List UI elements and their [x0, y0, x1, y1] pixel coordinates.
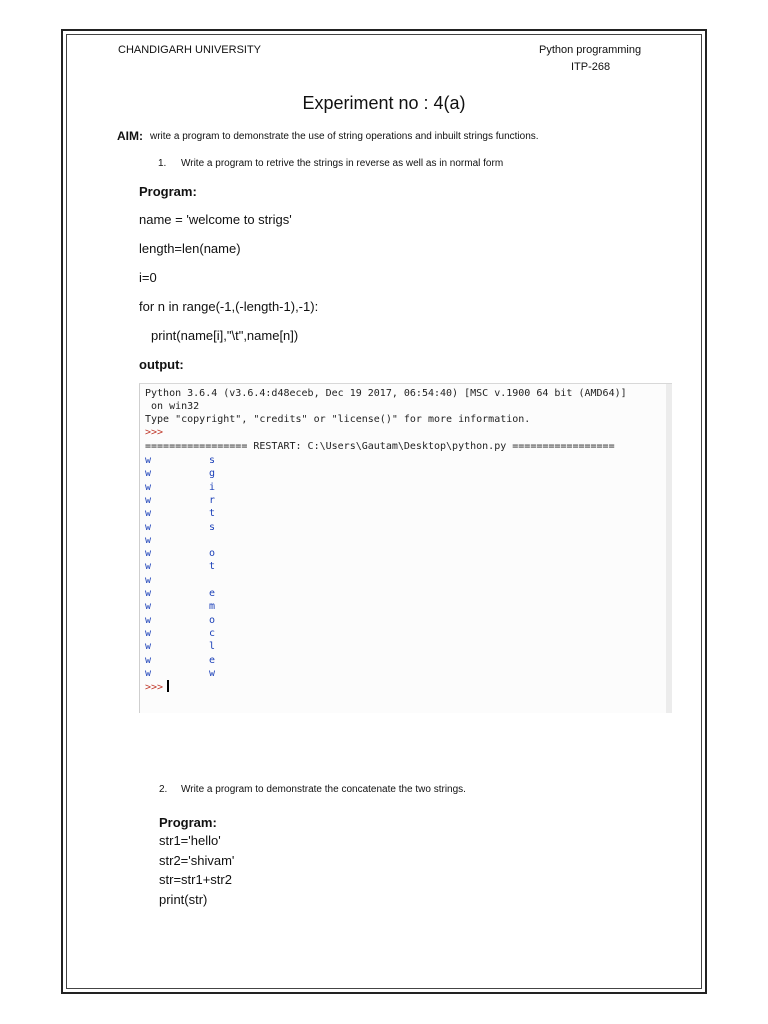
task2-text: Write a program to demonstrate the concatenate the two strings.	[181, 784, 466, 795]
shell-output-row	[145, 534, 151, 547]
output-char-reverse: i	[209, 481, 216, 493]
output-char-reverse: c	[209, 627, 216, 639]
output-char-reverse: s	[209, 455, 216, 466]
shell-banner: Python 3.6.4 (v3.6.4:d48eceb, Dec 19 2017, 06:54:40) [MSC v.1900 64 bit (AMD64)]	[145, 388, 627, 399]
code-line: str2='shivam'	[159, 853, 235, 868]
task1-number: 1.	[158, 158, 167, 169]
code-line: name = 'welcome to strigs'	[139, 212, 292, 227]
output-char-reverse: r	[209, 494, 216, 506]
shell-output-row	[145, 614, 216, 627]
code-line: str1='hello'	[159, 833, 221, 848]
shell-prompt: >>>	[145, 427, 164, 438]
output-char-normal: w	[145, 667, 152, 679]
output-char-normal: w	[145, 455, 152, 466]
shell-banner: Type "copyright", "credits" or "license()" for more information.	[145, 414, 531, 425]
shell-output-row	[145, 560, 216, 573]
output-char-normal: w	[145, 481, 152, 493]
output-char-normal: w	[145, 561, 152, 573]
output-char-reverse: l	[209, 641, 216, 653]
output-char-reverse: w	[209, 667, 216, 679]
output-char-reverse: e	[209, 588, 216, 599]
shell-output-row	[145, 547, 216, 560]
aim-label: AIM:	[117, 129, 143, 143]
shell-output-row	[145, 467, 216, 480]
output-char-normal: w	[145, 521, 152, 533]
output-char-normal: w	[145, 494, 152, 506]
shell-output-row	[145, 600, 216, 613]
code-line: print(name[i],"\t",name[n])	[151, 328, 299, 343]
shell-output-row	[145, 494, 216, 507]
output-char-normal: w	[145, 588, 152, 599]
task2-program-label: Program:	[159, 815, 217, 830]
output-char-normal: w	[145, 654, 152, 666]
code-line: i=0	[139, 270, 157, 285]
shell-output-row	[145, 654, 216, 667]
output-char-normal: w	[145, 548, 152, 560]
task2-number: 2.	[159, 784, 168, 795]
shell-output-row	[145, 640, 216, 653]
output-char-normal: w	[145, 627, 152, 639]
output-char-normal: w	[145, 614, 152, 626]
aim-text: write a program to demonstrate the use of string operations and inbuilt strings functions.	[150, 131, 539, 142]
shell-output-row	[145, 507, 216, 520]
output-char-reverse: e	[209, 654, 216, 666]
course-code: ITP-268	[571, 61, 611, 73]
shell-output-row	[145, 454, 216, 467]
task1-program-label: Program:	[139, 184, 197, 199]
output-char-normal: w	[145, 574, 152, 586]
output-char-normal: w	[145, 468, 152, 480]
shell-output-row	[145, 481, 216, 494]
code-line: for n in range(-1,(-length-1),-1):	[139, 299, 319, 314]
shell-output-row	[145, 521, 216, 534]
shell-scrollbar	[666, 384, 672, 713]
shell-prompt: >>>	[145, 682, 164, 693]
output-char-normal: w	[145, 534, 152, 546]
shell-output-row	[145, 587, 216, 600]
shell-output-row	[145, 627, 216, 640]
output-char-reverse: o	[209, 614, 216, 626]
shell-final-prompt	[145, 680, 169, 694]
page-title: Experiment no : 4(a)	[302, 93, 466, 113]
course-name: Python programming	[539, 44, 642, 56]
output-char-reverse: t	[209, 561, 216, 573]
output-char-reverse: s	[209, 521, 216, 533]
output-char-reverse: o	[209, 548, 216, 560]
code-line: print(str)	[159, 892, 208, 907]
shell-restart-line: ================= RESTART: C:\Users\Gautam\Desktop\python.py =================	[145, 441, 615, 452]
python-shell-screenshot	[139, 383, 672, 713]
university-name: CHANDIGARH UNIVERSITY	[118, 44, 262, 56]
code-line: length=len(name)	[139, 241, 241, 256]
output-char-normal: w	[145, 641, 152, 653]
text-cursor	[167, 680, 169, 692]
task1-output-label: output:	[139, 357, 184, 372]
output-char-normal: w	[145, 508, 152, 520]
output-char-reverse: t	[209, 508, 216, 520]
code-line: str=str1+str2	[159, 872, 232, 887]
shell-output-row	[145, 574, 151, 587]
task1-text: Write a program to retrive the strings in reverse as well as in normal form	[181, 158, 504, 169]
shell-banner: on win32	[145, 401, 200, 412]
output-char-reverse: g	[209, 468, 216, 480]
shell-output-row	[145, 667, 216, 680]
output-char-normal: w	[145, 601, 152, 613]
output-char-reverse: m	[209, 601, 216, 613]
